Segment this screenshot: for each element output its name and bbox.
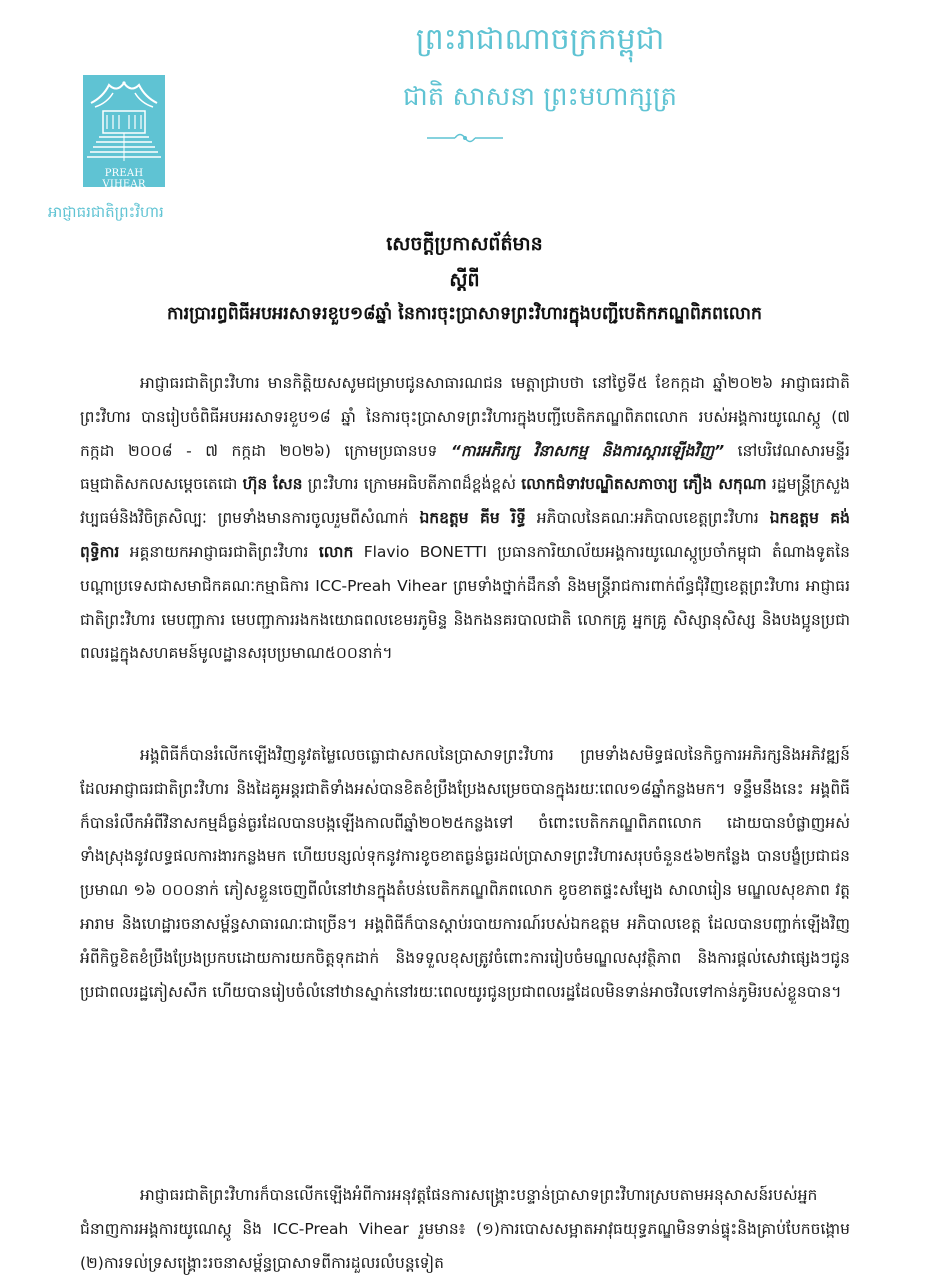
authority-name: អាជ្ញាធរជាតិព្រះវិហារ xyxy=(48,203,164,221)
kingdom-heading: ព្រះរាជាណាចក្រកម្ពុជា xyxy=(415,22,665,57)
document-topic: ការប្រារព្ធពិធីអបអរសាទរខួប១៨ឆ្នាំ នៃការចុះប្រាសាទព្រះវិហារក្នុងបញ្ជីបេតិកភណ្ឌពិភពលោក xyxy=(166,304,763,324)
paragraph-3: អាជ្ញាធរជាតិព្រះវិហារក៏បានលើកឡើងអំពីការអនុវត្តផែនការសង្គ្រោះបន្ទាន់ប្រាសាទព្រះវិហារស្របតាមអនុសាសន៍របស់អ្នកជំនាញការអង្គការយូណេស្កូ និង ICC-Preah Vihear រួមមាន៖ (១)ការបោសសម្អាតអាវុធយុទ្ធភណ្ឌមិនទាន់ផ្ទុះនិងគ្រាប់បែកចង្កោម (២)ការទល់ទ្រសង្គ្រោះរចនាសម្ព័ន្ធប្រាសាទពីការដួលរលំបន្តទៀត xyxy=(80,1186,850,1272)
paragraph-1-text: Flavio BONETTI ប្រធានការិយាល័យអង្គការយូណេស្កូប្រចាំកម្ពុជា តំណាងទូតនៃបណ្តាប្រទេសជាសមាជិកគណៈកម្មាធិការ ICC-Preah Vihear ព្រមទាំងថ្នាក់ដឹកនាំ និងមន្ត្រីរាជការពាក់ព័ន្ធជុំវិញខេត្តព្រះវិហារ អាជ្ញាធរជាតិព្រះវិហារ មេបញ្ជាការ មេបញ្ជាការរងកងយោធពលខេមរភូមិន្ទ និងកងនគរបាលជាតិ លោកគ្រូ អ្នកគ្រូ សិស្សានុសិស្ស និងបងប្អូនប្រជាពលរដ្ឋក្នុងសហគមន៍មូលដ្ឋានសរុបប្រមាណ៥០០នាក់។ xyxy=(80,542,850,663)
divider-ornament-icon xyxy=(425,130,505,146)
document-title: សេចក្តីប្រកាសព័ត៌មាន xyxy=(386,233,543,255)
logo-text: PREAH VIHEAR xyxy=(102,168,146,190)
preah-vihear-logo xyxy=(83,75,165,190)
paragraph-1-text: អគ្គនាយកអាជ្ញាធរជាតិព្រះវិហារ xyxy=(119,542,319,561)
unesco-representative: លោក xyxy=(318,542,354,561)
paragraph-1-text: អភិបាលនៃគណៈអភិបាលខេត្តព្រះវិហារ xyxy=(525,509,770,528)
director-general: ឯកឧត្តម គង់ ពុទ្ធិការ xyxy=(80,509,850,561)
presiding-minister: លោកជំទាវបណ្ឌិតសភាចារ្យ ភឿង សកុណា xyxy=(521,475,767,494)
provincial-governor: ឯកឧត្តម គីម រិទ្ធី xyxy=(419,509,526,528)
event-theme: “ការអភិរក្ស វិនាសកម្ម និងការស្តារឡើងវិញ” xyxy=(450,441,725,460)
museum-name-bold: ហ៊ុន សែន xyxy=(242,475,303,494)
national-motto: ជាតិ សាសនា ព្រះមហាក្សត្រ xyxy=(403,82,677,112)
paragraph-1-text: នៅបរិវេណសារមន្ទីរធម្មជាតិសកលសម្តេចតេជោ xyxy=(80,441,850,494)
document-subtitle: ស្តីពី xyxy=(449,269,480,291)
paragraph-1-text: ព្រះវិហារ ក្រោមអធិបតីភាពដ៏ខ្ពង់ខ្ពស់ xyxy=(302,475,522,494)
paragraph-1-text: រដ្ឋមន្ត្រីក្រសួងវប្បធម៌និងវិចិត្រសិល្បៈ ព្រមទាំងមានការចូលរួមពីសំណាក់ xyxy=(80,475,850,528)
paragraph-2: អង្គពិធីក៏បានរំលើកឡើងវិញនូវតម្លៃលេចធ្លោជាសកលនៃប្រាសាទព្រះវិហារ ព្រមទាំងសមិទ្ធផលនៃកិច្ចការអភិរក្សនិងអភិវឌ្ឍន៍ ដែលអាជ្ញាធរជាតិព្រះវិហារ និងដៃគូអន្តរជាតិទាំងអស់បានខិតខំប្រឹងប្រែងសម្រេចបានក្នុងរយៈពេល១៨ឆ្នាំកន្លងមក។ ទន្ទឹមនឹងនេះ អង្គពិធីក៏បានរំលឹកអំពីវិនាសកម្មដ៏ធ្ងន់ធ្ងរដែលបានបង្កឡើងកាលពីឆ្នាំ២០២៥កន្លងទៅ ចំពោះបេតិកភណ្ឌពិភពលោក ដោយបានបំផ្លាញអស់ទាំងស្រុងនូវលទ្ធផលការងារកន្លងមក ហើយបន្សល់ទុកនូវការខូចខាតធ្ងន់ធ្ងរដល់ប្រាសាទព្រះវិហារសរុបចំនួន៥៦២កន្លែង បានបង្ខំប្រជាជនប្រមាណ ១៦ ០០០នាក់ ភៀសខ្លួនចេញពីលំនៅឋានក្នុងតំបន់បេតិកភណ្ឌពិភពលោក ខូចខាតផ្ទះសម្បែង សាលារៀន មណ្ឌលសុខភាព វត្តអារាម និងហេដ្ឋារចនាសម្ព័ន្ធសាធារណៈជាច្រើន។ អង្គពិធីក៏បានស្តាប់របាយការណ៍របស់ឯកឧត្តម អភិបាលខេត្ត ដែលបានបញ្ជាក់ឡើងវិញអំពីកិច្ចខិតខំប្រឹងប្រែងប្រកបដោយការយកចិត្តទុកដាក់ និងទទួលខុសត្រូវចំពោះការរៀបចំមណ្ឌលសុវត្ថិភាព និងការផ្តល់សេវាផ្សេងៗជូនប្រជាពលរដ្ឋភៀសសឹក ហើយបានរៀបចំលំនៅឋានស្នាក់នៅរយៈពេលយូរជូនប្រជាពលរដ្ឋដែលមិនទាន់អាចវិលទៅកាន់ភូមិរបស់ខ្លួនបាន។ xyxy=(80,746,850,1001)
paragraph-1 xyxy=(80,367,850,671)
paragraph-1-text: អាជ្ញាធរជាតិព្រះវិហារ មានកិត្តិយសសូមជម្រាបជូនសាធារណជន មេត្តាជ្រាបថា នៅថ្ងៃទី៥ ខែកក្កដា ឆ្នាំ២០២៦ អាជ្ញាធរជាតិព្រះវិហារ បានរៀបចំពិធីអបអរសាទរខួប១៨ ឆ្នាំ នៃការចុះប្រាសាទព្រះវិហារក្នុងបញ្ជីបេតិកភណ្ឌពិភពលោក របស់អង្គការយូណេស្កូ (៧ កក្កដា ២០០៨ - ៧ កក្កដា ២០២៦) ក្រោមប្រធានបទ xyxy=(80,374,850,460)
